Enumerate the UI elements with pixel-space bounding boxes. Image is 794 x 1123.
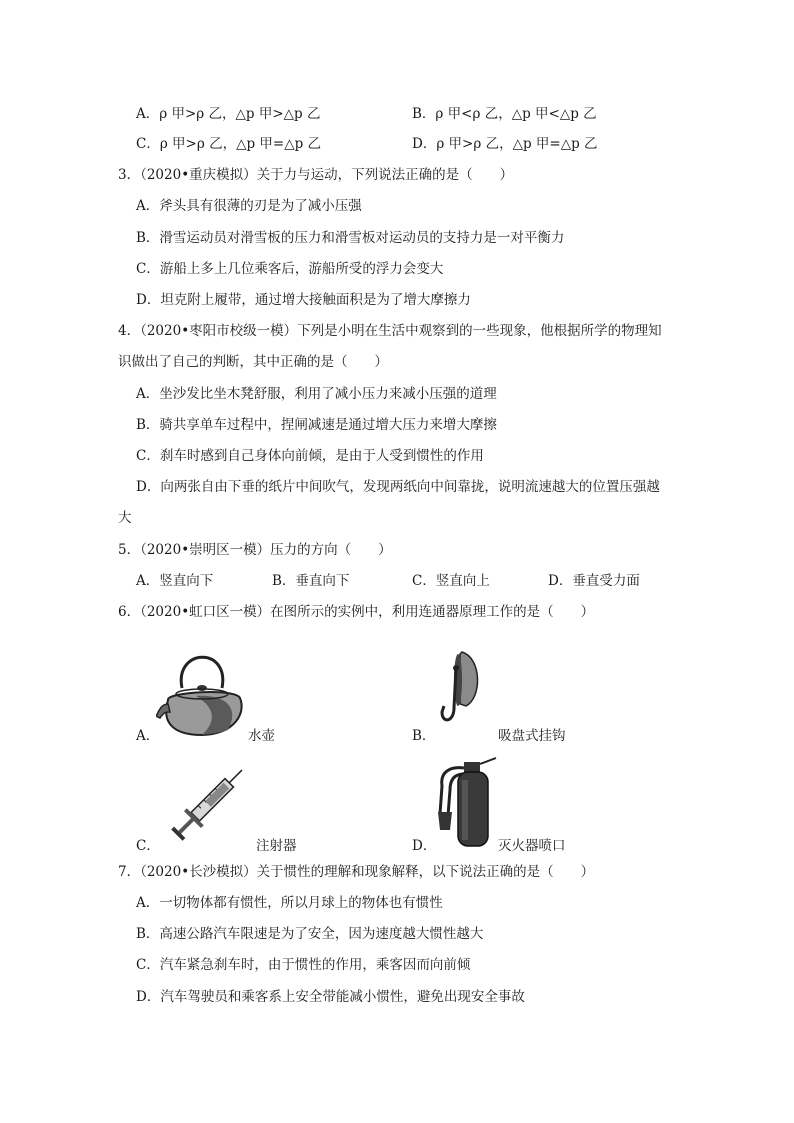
kettle-image <box>156 638 248 738</box>
q7-option-b[interactable]: B．高速公路汽车限速是为了安全，因为速度越大惯性越大 <box>136 926 484 942</box>
q5-option-c[interactable]: C．竖直向上 <box>412 573 490 589</box>
q6-option-b-letter[interactable]: B． <box>412 728 436 744</box>
q6-option-b-caption: 吸盘式挂钩 <box>498 728 566 744</box>
q4-option-d-line1[interactable]: D．向两张自由下垂的纸片中间吹气，发现两纸向中间靠拢，说明流速越大的位置压强越 <box>136 479 660 495</box>
q7-option-a[interactable]: A．一切物体都有惯性，所以月球上的物体也有惯性 <box>136 895 443 911</box>
q2-option-c[interactable]: C．ρ 甲>ρ 乙，△p 甲=△p 乙 <box>136 136 322 152</box>
q7-stem: 7．（2020•长沙模拟）关于惯性的理解和现象解释，以下说法正确的是（ ） <box>118 864 595 880</box>
q6-option-d-caption: 灭火器喷口 <box>498 838 566 854</box>
q5-option-d[interactable]: D．垂直受力面 <box>548 573 640 589</box>
q6-option-d-letter[interactable]: D． <box>412 838 437 854</box>
q2-option-d[interactable]: D．ρ 甲>ρ 乙，△p 甲=△p 乙 <box>412 136 598 152</box>
q6-stem: 6．（2020•虹口区一模）在图所示的实例中，利用连通器原理工作的是（ ） <box>118 604 595 620</box>
q6-option-a-letter[interactable]: A． <box>136 728 160 744</box>
q3-option-a[interactable]: A．斧头具有很薄的刃是为了减小压强 <box>136 198 362 214</box>
q4-option-a[interactable]: A．坐沙发比坐木凳舒服，利用了减小压力来减小压强的道理 <box>136 386 497 402</box>
syringe-image <box>160 756 256 852</box>
q3-stem: 3．（2020•重庆模拟）关于力与运动，下列说法正确的是（ ） <box>118 167 514 183</box>
q5-option-b[interactable]: B．垂直向下 <box>272 573 350 589</box>
q4-option-c[interactable]: C．刹车时感到自己身体向前倾，是由于人受到惯性的作用 <box>136 448 484 464</box>
suction-hook-image <box>432 648 484 740</box>
q5-stem: 5．（2020•崇明区一模）压力的方向（ ） <box>118 542 392 558</box>
fire-extinguisher-image <box>436 756 500 848</box>
q2-option-a[interactable]: A．ρ 甲>ρ 乙，△p 甲>△p 乙 <box>136 106 321 122</box>
q4-stem-line2: 识做出了自己的判断，其中正确的是（ ） <box>118 354 388 370</box>
q6-option-c-caption: 注射器 <box>256 838 297 854</box>
q6-option-c-letter[interactable]: C． <box>136 838 160 854</box>
q4-option-b[interactable]: B．骑共享单车过程中，捏闸减速是通过增大压力来增大摩擦 <box>136 417 497 433</box>
q3-option-c[interactable]: C．游船上多上几位乘客后，游船所受的浮力会变大 <box>136 261 444 277</box>
q5-option-a[interactable]: A．竖直向下 <box>136 573 214 589</box>
q7-option-c[interactable]: C．汽车紧急刹车时，由于惯性的作用，乘客因而向前倾 <box>136 957 471 973</box>
q2-option-b[interactable]: B．ρ 甲<ρ 乙，△p 甲<△p 乙 <box>412 106 597 122</box>
q4-option-d-line2: 大 <box>118 510 132 526</box>
q3-option-d[interactable]: D．坦克附上履带，通过增大接触面积是为了增大摩擦力 <box>136 292 471 308</box>
q7-option-d[interactable]: D．汽车驾驶员和乘客系上安全带能减小惯性，避免出现安全事故 <box>136 989 525 1005</box>
q3-option-b[interactable]: B．滑雪运动员对滑雪板的压力和滑雪板对运动员的支持力是一对平衡力 <box>136 230 565 246</box>
q6-option-a-caption: 水壶 <box>248 728 275 744</box>
q4-stem-line1: 4．（2020•枣阳市校级一模）下列是小明在生活中观察到的一些现象，他根据所学的物理知 <box>118 323 662 339</box>
